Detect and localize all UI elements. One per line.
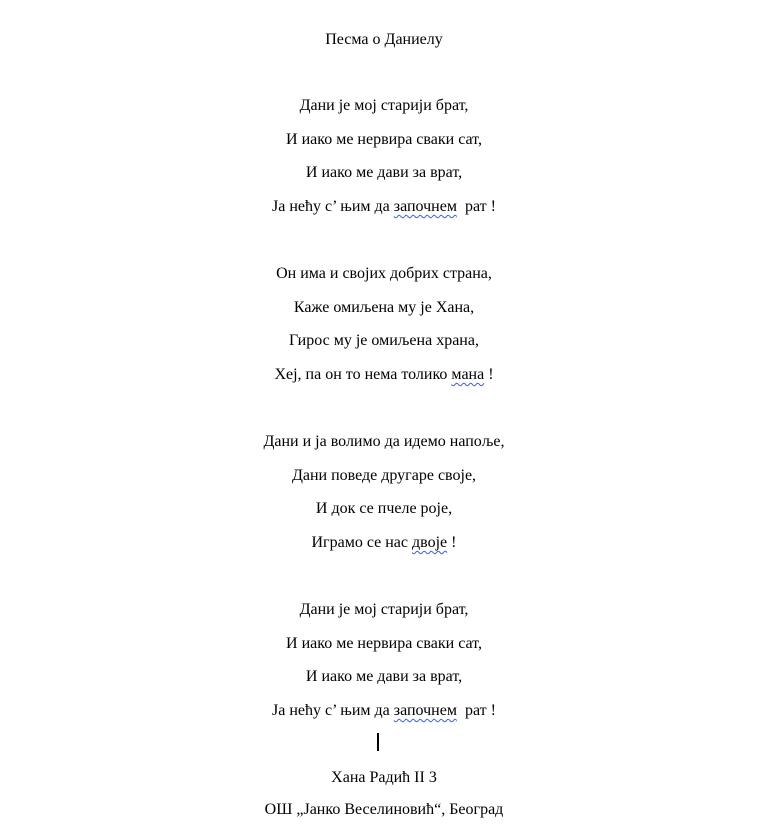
line-text: рат ! [456,702,496,719]
poem-line [0,197,768,217]
poem-line: Гирос му је омиљена храна, [289,332,479,349]
line-text: ! [447,534,457,551]
spellcheck-flagged-word[interactable]: започнем [393,702,457,719]
poem-line: Он има и својих добрих страна, [276,265,492,282]
poem-line [0,365,768,385]
poem-line: И иако ме дави за врат, [305,668,463,685]
poem-line: Дани је мој старији брат, [299,601,469,618]
line-text: ! [484,366,494,383]
spellcheck-flagged-word[interactable]: започнем [393,198,457,215]
author-line: Хана Радић II 3 [331,769,437,786]
line-text: Хеј, па он то нема толико [274,366,452,383]
poem-line: Дани и ја волимо да идемо напоље, [263,433,505,450]
line-text: рат ! [456,198,496,215]
poem-line: И иако ме дави за врат, [305,164,463,181]
spellcheck-flagged-word[interactable]: двоје [412,534,448,551]
spellcheck-flagged-word[interactable]: мана [451,366,485,383]
poem-title: Песма о Даниелу [325,31,443,48]
poem-line [0,533,768,553]
poem-line: Дани поведе другаре своје, [291,467,477,484]
poem-line: Дани је мој старији брат, [299,97,469,114]
poem-line: И иако ме нервира сваки сат, [286,635,482,652]
poem-line: Каже омиљена му је Хана, [293,299,475,316]
poem-line: И иако ме нервира сваки сат, [286,131,482,148]
text-cursor[interactable] [377,733,379,751]
line-text: Ја нећу с’ њим да [272,702,394,719]
line-text: Играмо се нас [311,534,413,551]
poem-line [0,701,768,721]
school-line: ОШ „Јанко Веселиновић“, Београд [264,801,504,818]
line-text: Ја нећу с’ њим да [272,198,394,215]
poem-line: И док се пчеле роје, [315,500,453,517]
